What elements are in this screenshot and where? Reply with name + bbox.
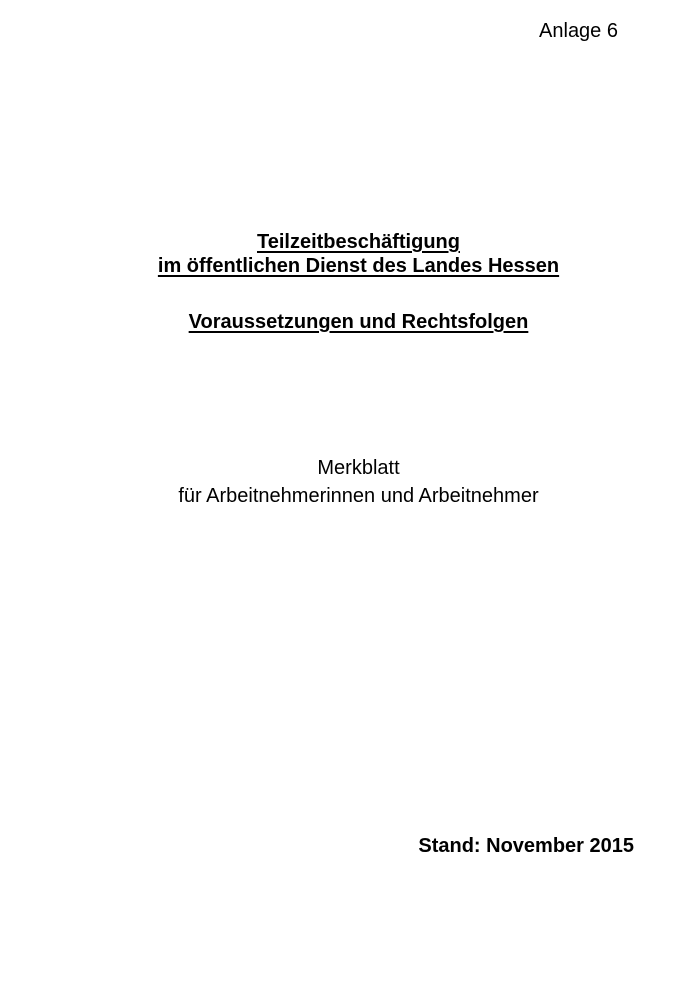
document-subtitle-text: Voraussetzungen und Rechtsfolgen	[188, 311, 529, 333]
document-title-line-2: im öffentlichen Dienst des Landes Hessen	[157, 255, 560, 277]
document-subheading-line-1: Merkblatt	[317, 457, 400, 479]
annex-label: Anlage 6	[539, 20, 618, 42]
document-subtitle	[83, 310, 634, 334]
status-date-label: Stand: November 2015	[418, 835, 634, 857]
document-title	[83, 230, 634, 278]
content-area	[83, 0, 634, 990]
document-subheading	[83, 454, 634, 510]
document-title-line-1: Teilzeitbeschäftigung	[257, 231, 460, 253]
document-subheading-line-2: für Arbeitnehmerinnen und Arbeitnehmer	[178, 485, 539, 507]
